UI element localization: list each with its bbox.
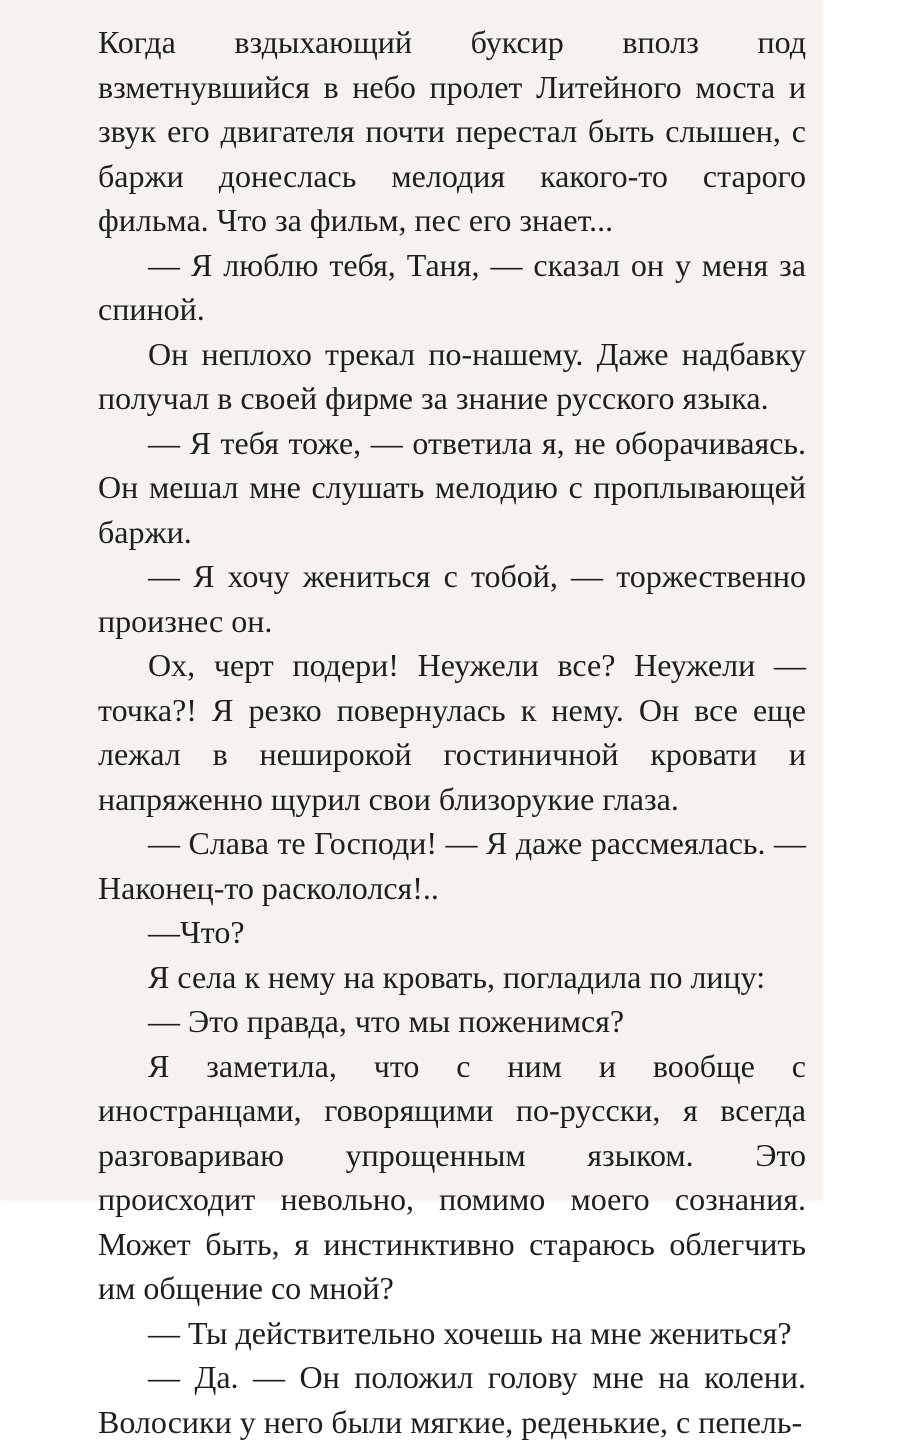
paragraph-11: Я заметила, что с ним и вообще с иностранцами, говорящими по-русски, я всегда разговариваю упрощенным языком. Это происходит невольно, помимо моего сознания. Может быть, я инстинктивно стараюсь облегчить им общение со мной? (98, 1047, 806, 1306)
paragraph-10: — Это правда, что мы поженимся? (148, 1003, 625, 1039)
paragraph-1: Когда вздыхающий буксир вполз под взметнувшийся в небо пролет Литейного моста и звук его двигателя почти перестал быть слышен, с баржи донеслась мелодия какого-то старого фильма. Что за фильм, пес его знает... (98, 24, 806, 238)
paragraph-13: — Да. — Он положил голову мне на колени. Волосики у него были мягкие, реденькие, с пепель- (98, 1359, 806, 1440)
paragraph-4: — Я тебя тоже, — ответила я, не оборачиваясь. Он мешал мне слушать мелодию с проплывающей баржи. (98, 424, 806, 550)
paragraph-7: — Слава те Господи! — Я даже рассмеялась. — Наконец-то раскололся!.. (98, 825, 806, 906)
page-text (98, 20, 806, 1444)
paragraph-2: — Я люблю тебя, Таня, — сказал он у меня за спиной. (98, 246, 806, 327)
paragraph-9: Я села к нему на кровать, погладила по лицу: (148, 958, 766, 995)
paragraph-3: Он неплохо трекал по-нашему. Даже надбавку получал в своей фирме за знание русского языка. (98, 335, 806, 416)
paragraph-12: — Ты действительно хочешь на мне жениться? (148, 1314, 792, 1351)
paragraph-6: Ох, черт подери! Неужели все? Неужели — точка?! Я резко повернулась к нему. Он все еще лежал в неширокой гостиничной кровати и напряженно щурил свои близорукие глаза. (98, 647, 806, 817)
paragraph-5: — Я хочу жениться с тобой, — торжественно произнес он. (98, 558, 806, 639)
paragraph-8: —Что? (148, 914, 245, 950)
